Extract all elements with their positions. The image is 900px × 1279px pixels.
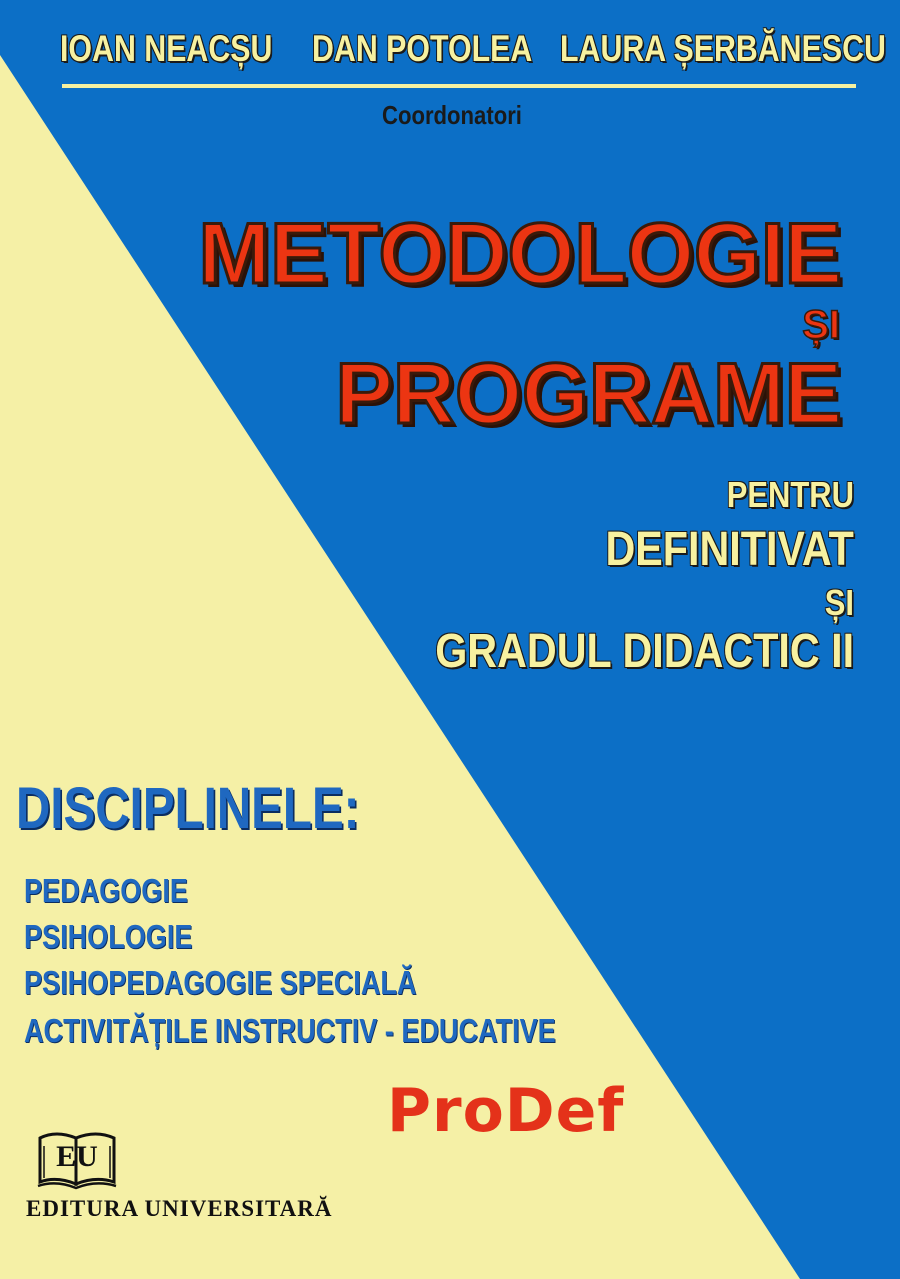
publisher-name: EDITURA UNIVERSITARĂ <box>26 1196 333 1221</box>
subtitle-definitivat: DEFINITIVAT <box>605 523 854 576</box>
subtitle-gradul: GRADUL DIDACTIC II <box>435 625 854 678</box>
title-line-2: PROGRAME <box>335 346 842 442</box>
series-name: ProDef <box>387 1076 625 1146</box>
discipline-item: PEDAGOGIE <box>24 872 188 909</box>
title-line-1: METODOLOGIE <box>198 206 842 302</box>
subtitle-si: ȘI <box>824 582 854 623</box>
discipline-item: PSIHOLOGIE <box>24 918 193 955</box>
title-conjunction: ȘI <box>802 303 840 347</box>
disciplines-heading: DISCIPLINELE: <box>16 776 360 841</box>
subtitle-pentru: PENTRU <box>726 474 854 515</box>
publisher-logo-icon <box>36 1124 118 1190</box>
author-name: LAURA ȘERBĂNESCU <box>560 28 886 69</box>
author-name: DAN POTOLEA <box>312 28 533 69</box>
publisher-logo-text: EU <box>56 1140 98 1173</box>
coordinators-label: Coordonatori <box>382 100 522 130</box>
discipline-item: PSIHOPEDAGOGIE SPECIALĂ <box>24 964 417 1001</box>
author-divider <box>62 84 856 88</box>
discipline-item: ACTIVITĂȚILE INSTRUCTIV - EDUCATIVE <box>24 1012 556 1049</box>
author-name: IOAN NEACȘU <box>60 28 273 69</box>
